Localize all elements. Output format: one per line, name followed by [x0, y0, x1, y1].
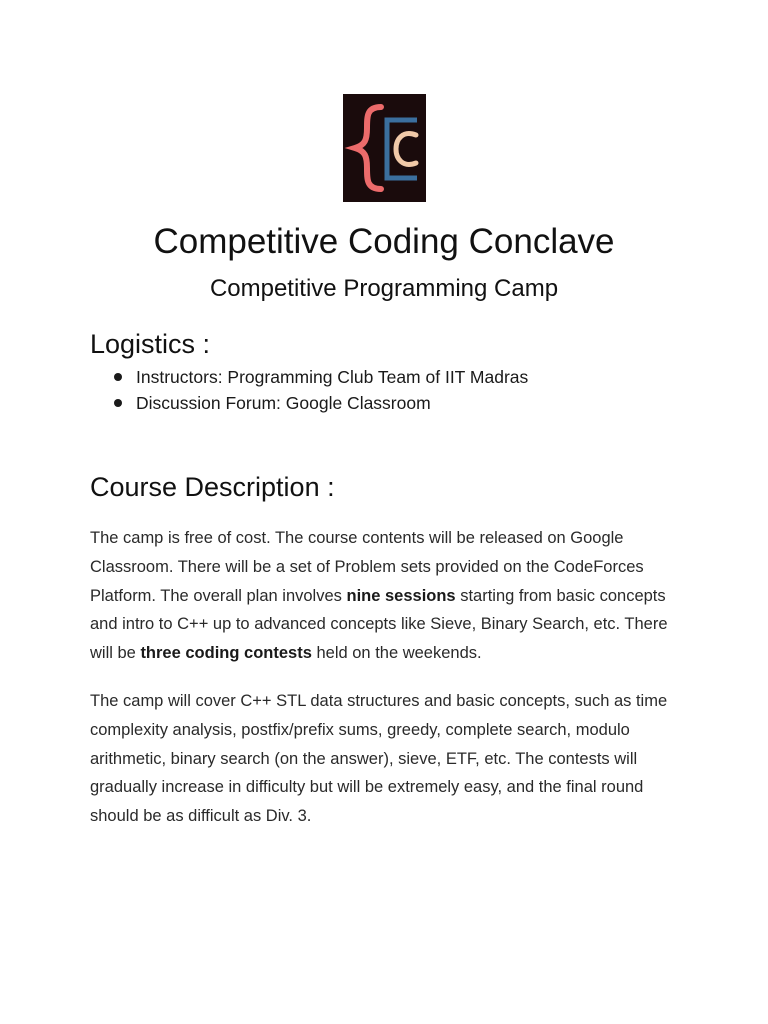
logo-bracket-shape [387, 120, 417, 178]
logo-brace-shape [355, 107, 381, 189]
ccc-logo-icon [343, 94, 426, 202]
bullet-icon [114, 373, 122, 381]
logo-arc-shape [396, 134, 416, 165]
course-paragraph-2: The camp will cover C++ STL data structures and basic concepts, such as time complexity analysis, postfix/prefix sums, greedy, complete search, modulo arithmetic, binary search (on the answer), sieve, ETF, etc. The contests will gradually increase in difficulty but will be extremely easy, and the final round should be as difficult as Div. 3. [90, 692, 668, 826]
para1-text-1: The camp is free of cost. The course contents will be released on Google Classroom. There will be a set of Problem sets provided on the CodeForces Platform. The overall plan involves [90, 529, 644, 605]
logistics-instructors: Instructors: Programming Club Team of IIT Madras [136, 367, 529, 387]
list-item [112, 364, 528, 390]
list-item [112, 390, 528, 416]
course-paragraph-1 [90, 524, 690, 668]
logistics-heading: Logistics : [90, 329, 211, 359]
para1-bold-contests: three coding contests [140, 644, 312, 663]
para1-text-2: starting from basic concepts and intro to C++ up to advanced concepts like Sieve, Binary Search, etc. There will be [90, 586, 668, 663]
logistics-list [112, 364, 528, 416]
logistics-forum: Discussion Forum: Google Classroom [136, 393, 431, 413]
para1-bold-sessions: nine sessions [346, 586, 456, 605]
bullet-icon [114, 399, 122, 407]
ccc-logo [343, 94, 426, 202]
page-subtitle: Competitive Programming Camp [209, 275, 559, 302]
page-title: Competitive Coding Conclave [153, 222, 615, 261]
para1-text-3: held on the weekends. [311, 644, 482, 663]
course-description-heading: Course Description : [90, 472, 335, 502]
